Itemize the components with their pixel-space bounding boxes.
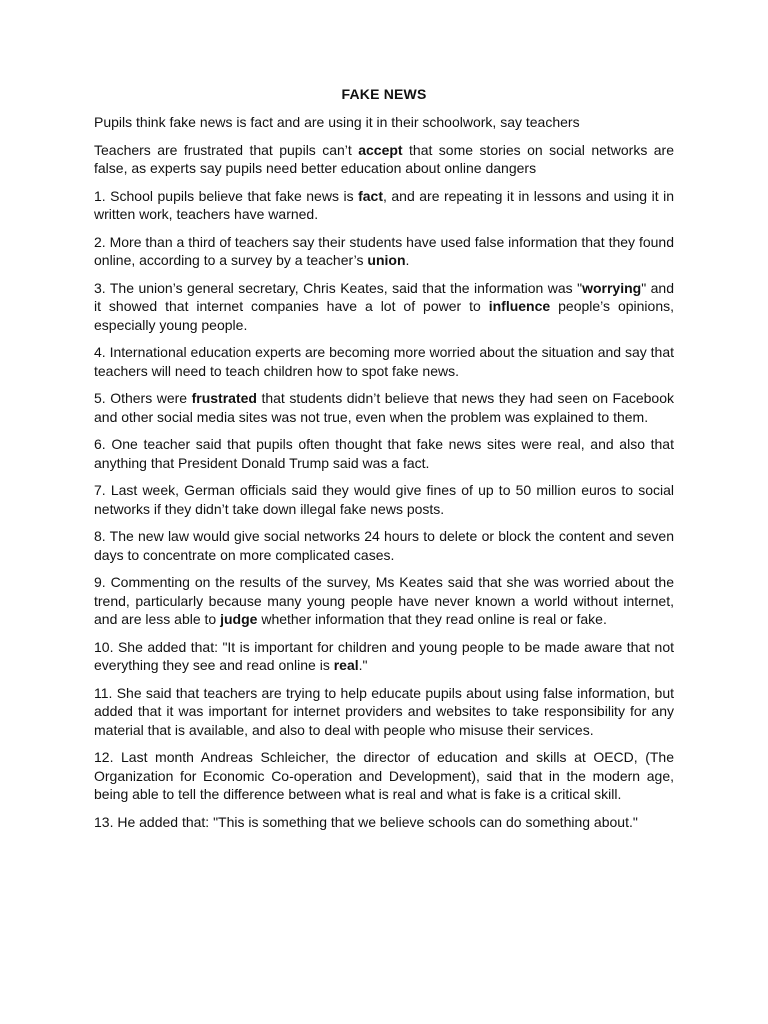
bold-term: real <box>333 657 359 673</box>
text-run: Teachers are frustrated that pupils can’t <box>94 141 359 158</box>
bold-term: judge <box>220 611 258 627</box>
text-run: that students didn’t believe that news they had seen on Facebook and other social media sites was not true, even when the problem was explained to them. <box>94 390 675 425</box>
text-run: 1. School pupils believe that fake news is <box>94 187 359 204</box>
text-run: people’s opinions, especially young people. <box>94 298 674 333</box>
numbered-paragraph <box>94 187 674 224</box>
bold-term: fact <box>358 187 383 204</box>
text-run: 11. She said that teachers are trying to help educate pupils about using false information, but added that it was important for internet providers and websites to take responsibility for any material that is available, and also to deal with people who misuse their services. <box>94 684 674 738</box>
text-run: 10. She added that: "It is important for children and young people to be made aware that not everything they see and read online is <box>94 638 674 673</box>
text-run: 6. One teacher said that pupils often thought that fake news sites were real, and also that anything that President Donald Trump said was a fact. <box>94 436 674 471</box>
text-run: 5. Others were <box>94 390 192 406</box>
numbered-paragraph <box>94 481 674 518</box>
numbered-paragraph <box>94 684 674 740</box>
bold-term: worrying <box>582 279 642 296</box>
numbered-paragraph <box>94 233 674 270</box>
text-run: ." <box>358 657 368 673</box>
text-run: 13. He added that: "This is something that we believe schools can do something about." <box>94 813 638 830</box>
text-run: 8. The new law would give social networks 24 hours to delete or block the content and seven days to concentrate on more complicated cases. <box>94 528 674 563</box>
text-run: 7. Last week, German officials said they would give fines of up to 50 million euros to social networks if they didn’t take down illegal fake news posts. <box>94 482 674 517</box>
page-title: FAKE NEWS <box>341 86 427 102</box>
text-run: " and it showed that internet companies have a lot of power to <box>94 279 674 314</box>
bold-term: accept <box>358 141 403 158</box>
numbered-paragraph <box>94 435 674 472</box>
bold-term: union <box>367 252 406 268</box>
numbered-paragraph <box>94 573 674 629</box>
text-run: whether information that they read online is real or fake. <box>257 611 607 627</box>
numbered-paragraph <box>94 343 674 380</box>
text-run: 9. Commenting on the results of the survey, Ms Keates said that she was worried about the trend, particularly because many young people have never known a world without internet, and are less able to <box>94 574 674 627</box>
text-run: 12. Last month Andreas Schleicher, the director of education and skills at OECD, (The Organization for Economic Co-operation and Development), said that in the modern age, being able to tell the difference between what is real and what is fake is a critical skill. <box>94 749 674 802</box>
text-run: that some stories on social networks are false, as experts say pupils need better education about online dangers <box>94 141 674 176</box>
numbered-paragraph <box>94 389 674 426</box>
text-run: 3. The union’s general secretary, Chris Keates, said that the information was " <box>94 279 583 296</box>
numbered-paragraph <box>94 638 674 675</box>
text-run: 4. International education experts are becoming more worried about the situation and say that teachers will need to teach children how to spot fake news. <box>94 344 674 379</box>
bold-term: frustrated <box>191 390 257 406</box>
text-run: . <box>405 252 410 268</box>
bold-term: influence <box>488 298 551 314</box>
text-run: , and are repeating it in lessons and using it in written work, teachers have warned. <box>94 187 674 222</box>
subtitle: Pupils think fake news is fact and are using it in their schoolwork, say teachers <box>94 114 580 130</box>
article-body <box>94 187 674 832</box>
numbered-paragraph <box>94 279 674 335</box>
intro-paragraph <box>94 141 674 178</box>
text-run: 2. More than a third of teachers say their students have used false information that they found online, according to a survey by a teacher’s <box>94 233 674 268</box>
numbered-paragraph <box>94 748 674 804</box>
numbered-paragraph <box>94 813 674 832</box>
numbered-paragraph <box>94 527 674 564</box>
